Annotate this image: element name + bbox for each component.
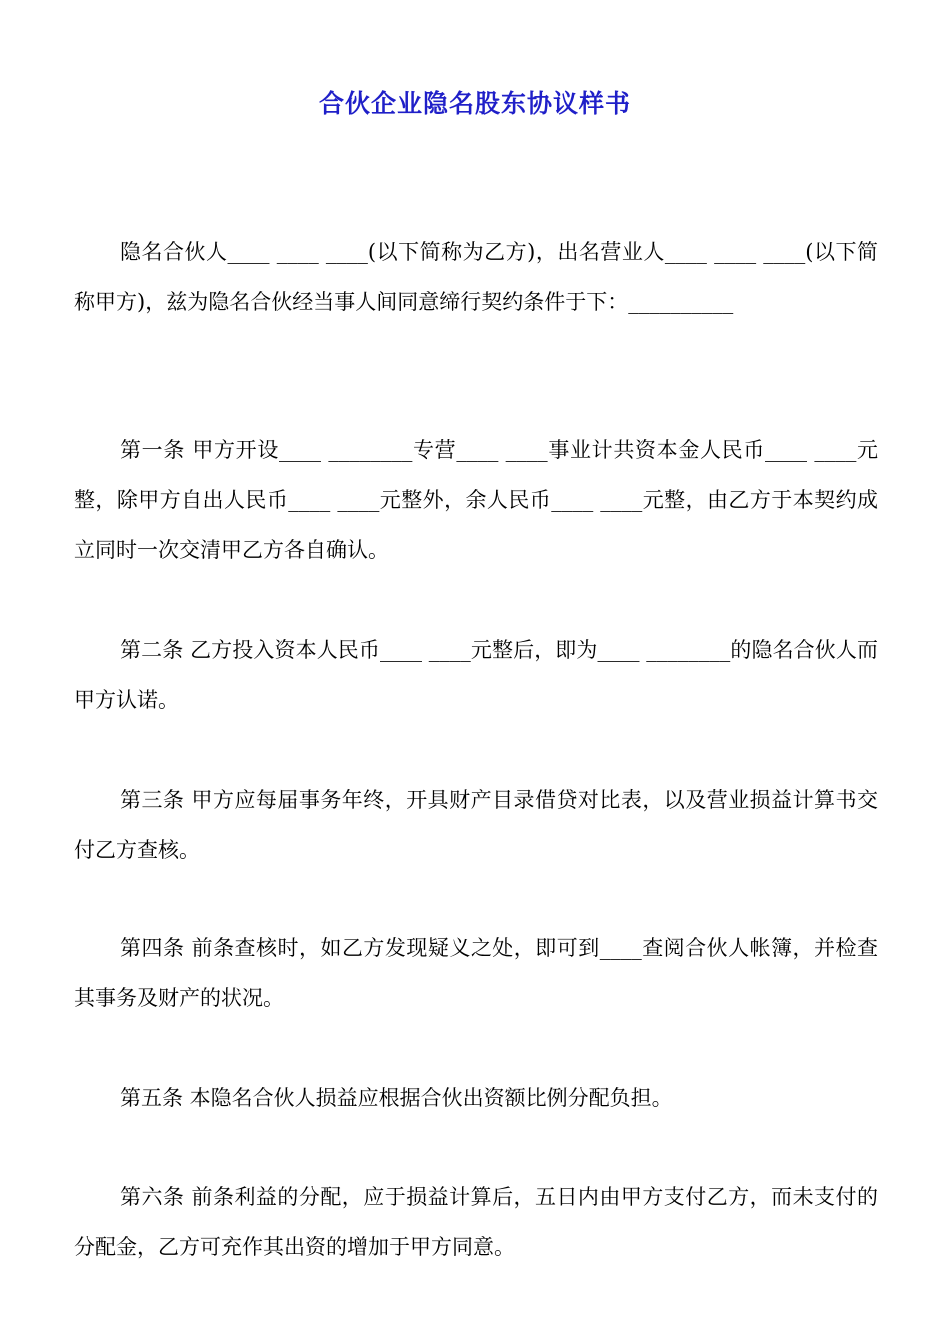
- article-1: 第一条 甲方开设____ ________专营____ ____事业计共资本金人民币____ ____元整，除甲方自出人民币____ ____元整外，余人民币____ ____元整，由乙方于本契约成立同时一次交清甲乙方各自确认。: [74, 438, 878, 562]
- intro-paragraph: 隐名合伙人____ ____ ____(以下简称为乙方)，出名营业人____ ____ ____(以下简称甲方)，兹为隐名合伙经当事人间同意缔行契约条件于下：__________: [74, 240, 878, 314]
- article-6: 第六条 前条利益的分配，应于损益计算后，五日内由甲方支付乙方，而未支付的分配金，乙方可充作其出资的增加于甲方同意。: [74, 1185, 878, 1259]
- document-title: 合伙企业隐名股东协议样书: [318, 89, 631, 118]
- article-5: 第五条 本隐名合伙人损益应根据合伙出资额比例分配负担。: [120, 1086, 673, 1110]
- article-2: 第二条 乙方投入资本人民币____ ____元整后，即为____ ________的隐名合伙人而甲方认诺。: [74, 638, 878, 712]
- article-3: 第三条 甲方应每届事务年终，开具财产目录借贷对比表，以及营业损益计算书交付乙方查核。: [74, 788, 878, 862]
- article-4: 第四条 前条查核时，如乙方发现疑义之处，即可到____查阅合伙人帐簿，并检查其事务及财产的状况。: [74, 936, 878, 1010]
